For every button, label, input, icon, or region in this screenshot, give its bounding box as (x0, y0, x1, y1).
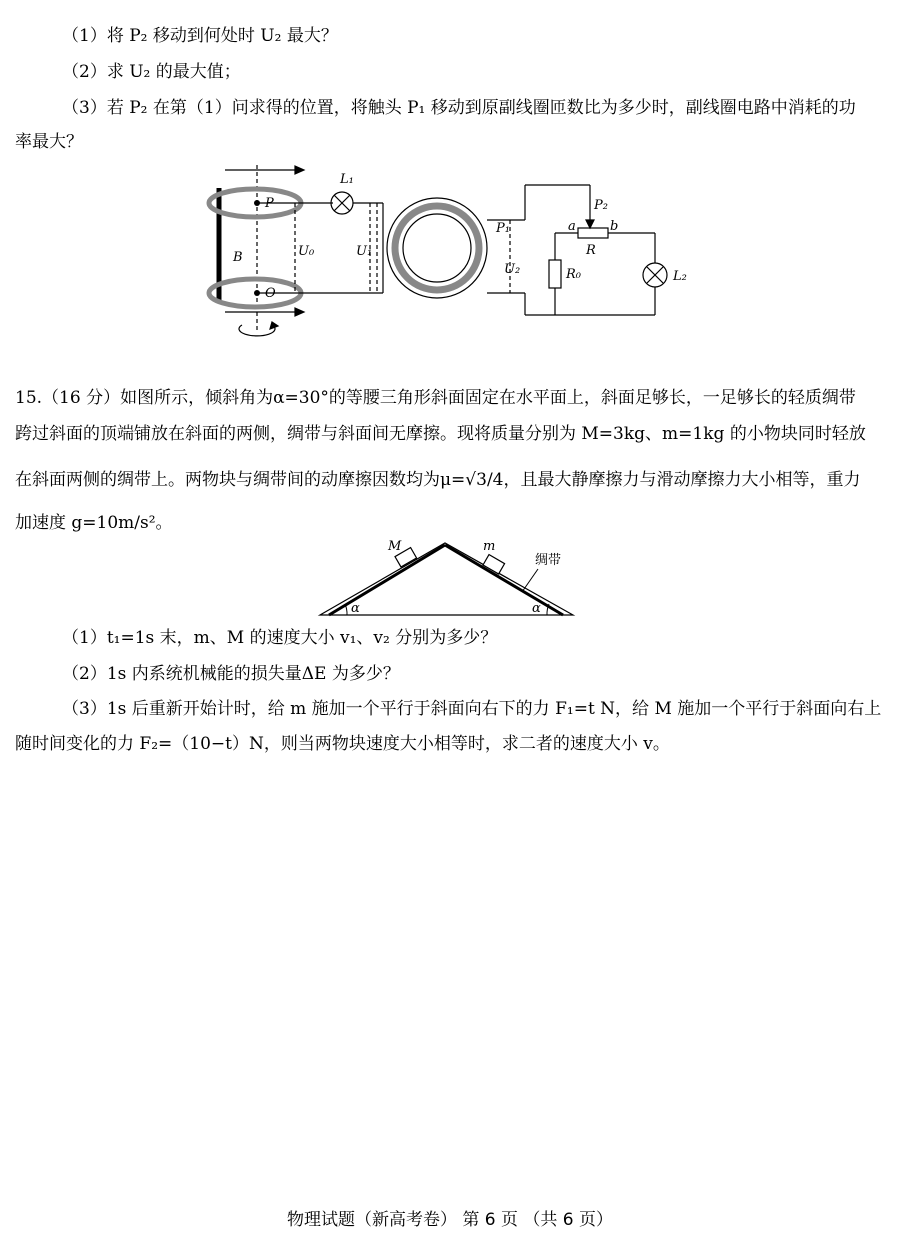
q15-line4: 加速度 g=10m/s²。 (15, 513, 173, 533)
label-R0: R₀ (566, 267, 581, 282)
label-U2: U₂ (504, 262, 521, 277)
label-alpha-right: α (532, 601, 541, 616)
q14-sub3-line1: （3）若 P₂ 在第（1）问求得的位置，将触头 P₁ 移动到原副线圈匝数比为多少时，副线圈电路中消耗的功 (62, 98, 856, 118)
label-R: R (586, 243, 596, 258)
label-ribbon: 绸带 (535, 553, 562, 568)
label-P2: P₂ (594, 198, 608, 213)
label-alpha-left: α (351, 601, 360, 616)
q15-sub2: （2）1s 内系统机械能的损失量ΔE 为多少？ (62, 664, 400, 684)
q15-line1: 15.（16 分）如图所示，倾斜角为α=30°的等腰三角形斜面固定在水平面上，斜面足够长，一足够长的轻质绸带 (15, 388, 856, 408)
q14-sub1: （1）将 P₂ 移动到何处时 U₂ 最大？ (62, 26, 338, 46)
q15-sub3-line2: 随时间变化的力 F₂=（10−t）N，则当两物块速度大小相等时，求二者的速度大小 v。 (15, 734, 670, 754)
label-P: P (265, 196, 274, 211)
label-L2: L₂ (673, 269, 687, 284)
label-B: B (233, 250, 243, 265)
q14-sub2: （2）求 U₂ 的最大值； (62, 62, 241, 82)
page-footer: 物理试题（新高考卷） 第 6 页 （共 6 页） (286, 1210, 614, 1230)
label-P1: P₁ (496, 221, 510, 236)
label-L1: L₁ (340, 172, 354, 187)
incline-ribbon-diagram (315, 535, 580, 620)
label-m: m (483, 539, 496, 554)
label-U1: U₁ (356, 244, 373, 259)
label-U0: U₀ (298, 244, 315, 259)
q15-line3: 在斜面两侧的绸带上。两物块与绸带间的动摩擦因数均为μ=√3/4，且最大静摩擦力与滑动摩擦力大小相等，重力 (15, 470, 861, 490)
q15-sub1: （1）t₁=1s 末，m、M 的速度大小 v₁、v₂ 分别为多少？ (62, 628, 498, 648)
transformer-circuit-diagram (200, 160, 700, 345)
label-O: O (265, 286, 276, 301)
label-a: a (568, 219, 576, 234)
q15-line2: 跨过斜面的顶端铺放在斜面的两侧，绸带与斜面间无摩擦。现将质量分别为 M=3kg、m=1kg 的小物块同时轻放 (15, 424, 866, 444)
q14-sub3-line2: 率最大？ (15, 132, 83, 152)
label-M: M (388, 539, 402, 554)
label-b: b (610, 219, 619, 234)
q15-sub3-line1: （3）1s 后重新开始计时，给 m 施加一个平行于斜面向右下的力 F₁=t N，给 M 施加一个平行于斜面向右上 (62, 699, 882, 719)
